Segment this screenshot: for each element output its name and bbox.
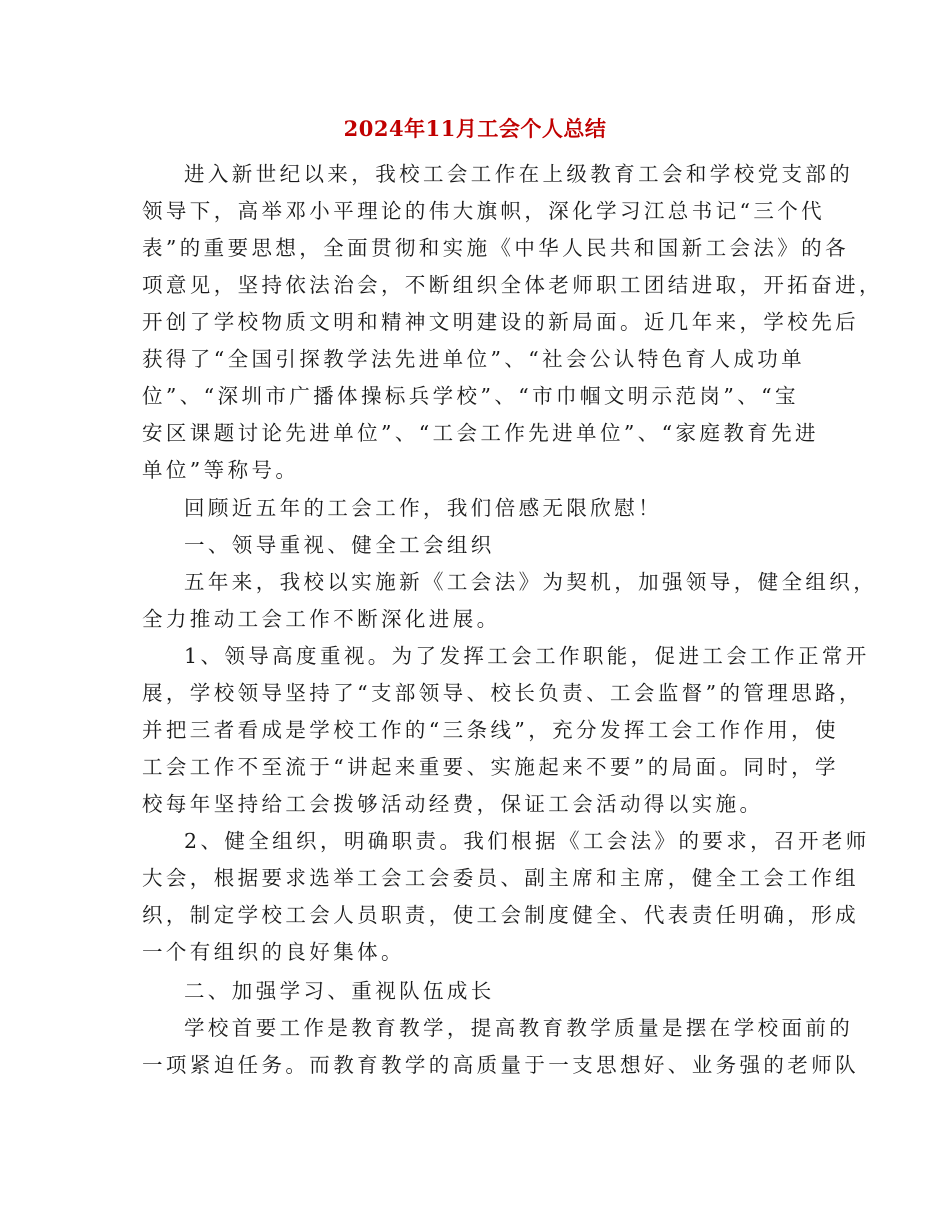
document-title: 2024年11月工会个人总结 (343, 116, 607, 141)
paragraph-line: 项意见，坚持依法治会，不断组织全体老师职工团结进取，开拓奋进， (142, 273, 883, 297)
paragraph-line: 全力推动工会工作不断深化进展。 (142, 607, 501, 631)
paragraph-line: 一个有组织的良好集体。 (142, 940, 405, 964)
paragraph-line: 学校首要工作是教育教学，提高教育教学质量是摆在学校面前的 (184, 1016, 854, 1040)
paragraph-line: 织，制定学校工会人员职责，使工会制度健全、代表责任明确，形成 (142, 903, 859, 927)
paragraph-line: 进入新世纪以来，我校工会工作在上级教育工会和学校党支部的 (184, 162, 854, 186)
paragraph-line: 校每年坚持给工会拨够活动经费，保证工会活动得以实施。 (142, 792, 764, 816)
paragraph-line: 单位”等称号。 (142, 458, 300, 482)
paragraph-line: 五年来，我校以实施新《工会法》为契机，加强领导，健全组织， (184, 570, 878, 594)
paragraph-line: 2、健全组织，明确职责。我们根据《工会法》的要求，召开老师 (184, 829, 870, 853)
paragraph-line: 获得了“全国引探教学法先进单位”、“社会公认特色育人成功单 (142, 347, 806, 371)
paragraph-line: 表”的重要思想，全面贯彻和实施《中华人民共和国新工会法》的各 (142, 236, 849, 260)
paragraph-line: 安区课题讨论先进单位”、“工会工作先进单位”、“家庭教育先进 (142, 421, 819, 445)
section-heading: 二、加强学习、重视队伍成长 (184, 979, 495, 1003)
paragraph-line: 位”、“深圳市广播体操标兵学校”、“市巾帼文明示范岗”、“宝 (142, 384, 799, 408)
paragraph-line: 大会，根据要求选举工会工会委员、副主席和主席，健全工会工作组 (142, 866, 859, 890)
paragraph-line: 展，学校领导坚持了“支部领导、校长负责、工会监督”的管理思路， (142, 681, 863, 705)
paragraph-line: 领导下，高举邓小平理论的伟大旗帜，深化学习江总书记“三个代 (142, 199, 826, 223)
paragraph-line: 1、领导高度重视。为了发挥工会工作职能，促进工会工作正常开 (184, 644, 870, 668)
paragraph-line: 一项紧迫任务。而教育教学的高质量于一支思想好、业务强的老师队 (142, 1053, 859, 1077)
paragraph-line: 回顾近五年的工会工作，我们倍感无限欣慰！ (184, 496, 662, 520)
paragraph-line: 并把三者看成是学校工作的“三条线”，充分发挥工会工作作用，使 (142, 718, 839, 742)
section-heading: 一、领导重视、健全工会组织 (184, 533, 495, 557)
paragraph-line: 工会工作不至流于“讲起来重要、实施起来不要”的局面。同时，学 (142, 755, 839, 779)
paragraph-line: 开创了学校物质文明和精神文明建设的新局面。近几年来，学校先后 (142, 310, 859, 334)
